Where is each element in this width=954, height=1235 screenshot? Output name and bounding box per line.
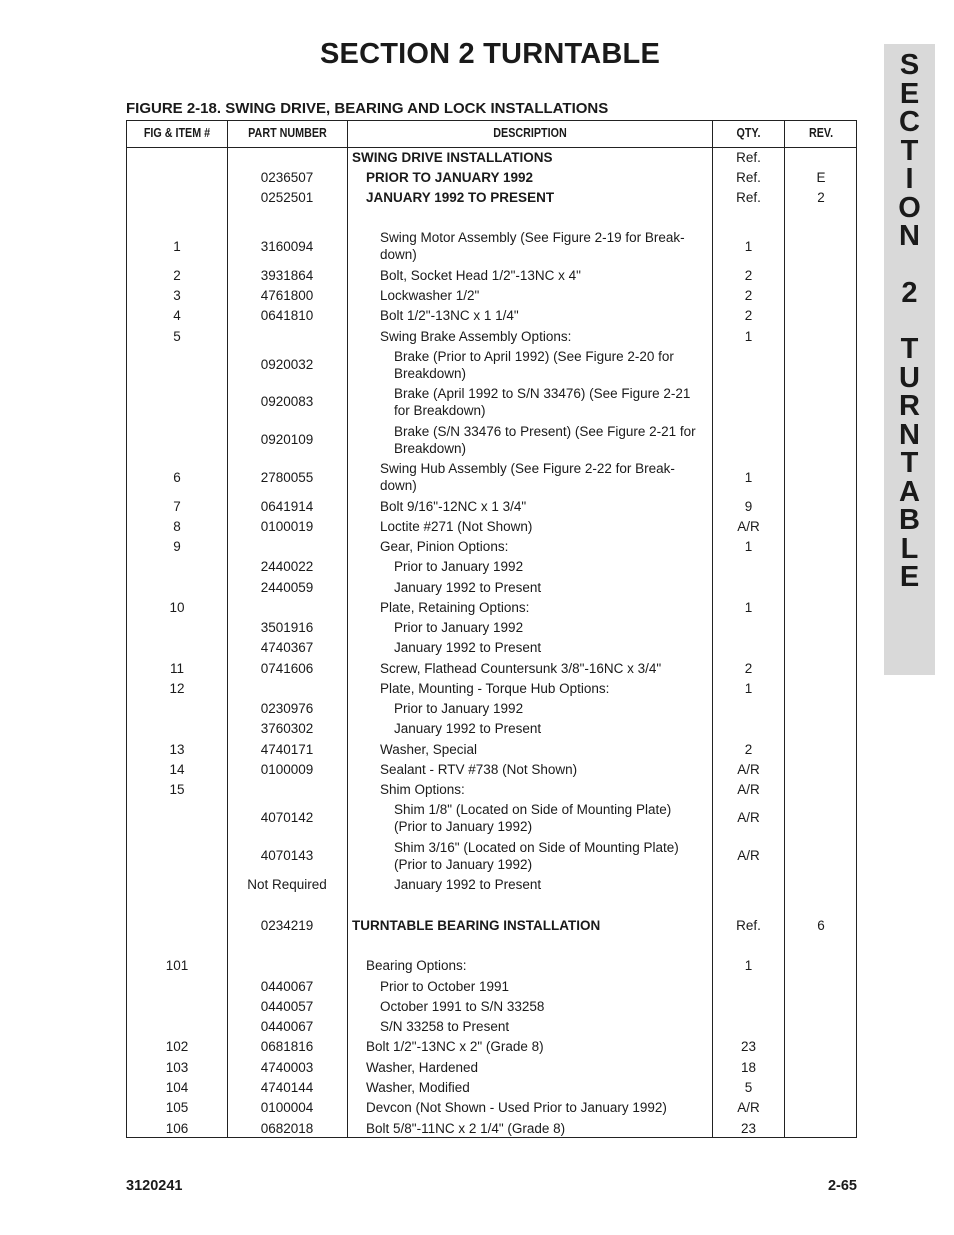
table-row [127, 678, 856, 698]
part-number-cell: 4740144 [260, 1079, 314, 1095]
fig-item-cell [127, 915, 227, 935]
part-number-cell [228, 147, 346, 167]
qty-cell: 23 [740, 1120, 757, 1136]
fig-item-cell: 2 [173, 267, 181, 283]
table-row [127, 799, 856, 836]
description-cell: Plate, Retaining Options: [380, 599, 530, 615]
qty-cell: A/R [737, 848, 760, 863]
part-number-cell: 0100019 [260, 518, 314, 534]
qty-cell [713, 577, 784, 597]
tab-letter: N [899, 220, 920, 252]
qty-cell: A/R [737, 518, 760, 534]
description-cell: Brake (S/N 33476 to Present) (See Figure 2-21 for Breakdown) [394, 423, 696, 456]
rev-cell [785, 1057, 857, 1077]
part-number-cell: 0641810 [260, 307, 314, 323]
tab-letter: A [899, 475, 920, 508]
qty-cell [713, 637, 784, 657]
part-number-cell: 4761800 [260, 287, 314, 303]
table-row [127, 759, 856, 779]
part-number-cell: 0440067 [260, 978, 314, 994]
table-row [127, 536, 856, 556]
rev-cell: 2 [817, 190, 825, 205]
description-cell: SWING DRIVE INSTALLATIONS [352, 149, 553, 165]
rev-cell [785, 227, 857, 265]
qty-cell: 2 [744, 660, 753, 676]
part-number-cell: 0100004 [260, 1099, 314, 1115]
description-cell: TURNTABLE BEARING INSTALLATION [352, 917, 601, 933]
fig-item-cell [127, 698, 227, 718]
description-cell: Bolt, Socket Head 1/2"-13NC x 4" [380, 267, 581, 283]
table-row [127, 915, 856, 935]
table-row [127, 227, 856, 265]
part-number-cell: 0920109 [260, 432, 314, 447]
qty-cell [713, 421, 784, 458]
fig-item-cell: 101 [165, 957, 189, 973]
qty-cell: 2 [744, 287, 753, 303]
table-header-row [127, 121, 856, 148]
part-number-cell [228, 597, 346, 617]
rev-cell [785, 516, 857, 536]
rev-cell [785, 996, 857, 1016]
rev-cell [785, 837, 857, 874]
part-number-cell: 4740367 [260, 639, 314, 655]
qty-cell: A/R [737, 761, 760, 777]
rev-cell [785, 383, 857, 420]
qty-cell: 23 [740, 1038, 757, 1054]
rev-cell [785, 421, 857, 458]
description-cell: Swing Hub Assembly (See Figure 2-22 for Break-down) [380, 461, 675, 493]
table-row [127, 556, 856, 576]
document-number: 3120241 [126, 1178, 183, 1194]
part-number-cell: 0920083 [260, 394, 314, 409]
fig-item-cell: 10 [169, 599, 185, 615]
fig-item-cell: 4 [173, 307, 181, 323]
rev-cell [785, 1036, 857, 1056]
rev-cell [785, 1118, 857, 1138]
description-cell: Washer, Hardened [366, 1059, 479, 1075]
description-cell: Brake (April 1992 to S/N 33476) (See Figure 2-21 for Breakdown) [394, 385, 691, 418]
description-cell: Shim 1/8" (Located on Side of Mounting Plate) (Prior to January 1992) [394, 801, 672, 834]
description-cell: Sealant - RTV #738 (Not Shown) [380, 761, 578, 777]
table-row [127, 837, 856, 874]
qty-cell [713, 556, 784, 576]
description-cell: Washer, Modified [366, 1079, 470, 1095]
fig-item-cell: 6 [173, 469, 181, 485]
parts-table [126, 120, 857, 1138]
fig-item-cell [127, 617, 227, 637]
part-number-cell: Not Required [247, 876, 327, 892]
description-cell: Bolt 5/8"-11NC x 2 1/4" (Grade 8) [366, 1120, 566, 1136]
description-cell: S/N 33258 to Present [380, 1018, 510, 1034]
rev-cell [785, 799, 857, 836]
page-title: SECTION 2 TURNTABLE [320, 38, 660, 70]
part-number-cell: 0234219 [260, 917, 314, 933]
part-number-cell: 0236507 [260, 169, 314, 185]
rev-cell [785, 326, 857, 346]
table-row [127, 265, 856, 285]
table-row [127, 955, 856, 975]
part-number-cell: 0440067 [260, 1018, 314, 1034]
qty-cell: Ref. [736, 190, 761, 205]
qty-cell: 5 [744, 1079, 753, 1095]
part-number-cell: 0920032 [260, 357, 314, 372]
table-row [127, 496, 856, 516]
rev-cell [785, 1077, 857, 1097]
description-cell: Plate, Mounting - Torque Hub Options: [380, 680, 610, 696]
fig-item-cell: 7 [173, 498, 181, 514]
fig-item-cell: 14 [169, 761, 185, 777]
page-number: 2-65 [827, 1178, 857, 1194]
description-cell: Lockwasher 1/2" [380, 287, 480, 303]
tab-letter: B [899, 504, 920, 536]
part-number-cell [228, 779, 346, 799]
qty-cell: A/R [737, 1099, 760, 1115]
rev-cell [785, 496, 857, 516]
rev-cell [785, 779, 857, 799]
table-row [127, 617, 856, 637]
rev-cell [785, 955, 857, 975]
part-number-cell: 3501916 [260, 619, 314, 635]
part-number-cell: 3160094 [260, 238, 314, 254]
description-cell: Prior to January 1992 [394, 558, 524, 574]
description-cell: Washer, Special [380, 741, 478, 757]
part-number-cell: 0100009 [260, 761, 314, 777]
fig-item-cell [127, 556, 227, 576]
description-cell: Gear, Pinion Options: [380, 538, 509, 554]
fig-item-cell [127, 874, 227, 894]
part-number-cell: 4070143 [260, 848, 314, 863]
qty-cell: 1 [744, 957, 753, 973]
description-cell: January 1992 to Present [394, 639, 542, 655]
description-cell: Shim Options: [380, 781, 465, 797]
fig-item-cell: 12 [169, 680, 185, 696]
qty-cell [713, 383, 784, 420]
rev-cell [785, 536, 857, 556]
rev-cell [785, 718, 857, 738]
tab-letter: T [900, 447, 919, 479]
table-row [127, 739, 856, 759]
tab-letter: T [900, 333, 919, 365]
fig-item-cell [127, 837, 227, 874]
tab-letter: N [899, 418, 920, 451]
rev-cell [785, 617, 857, 637]
rev-cell [785, 577, 857, 597]
table-row [127, 458, 856, 496]
qty-cell: 1 [744, 328, 753, 344]
qty-cell: 18 [740, 1059, 757, 1075]
qty-cell [713, 698, 784, 718]
section-side-tab [884, 44, 935, 675]
description-cell: JANUARY 1992 TO PRESENT [366, 190, 555, 205]
table-row [127, 1097, 856, 1117]
description-cell: Bolt 9/16"-12NC x 1 3/4" [380, 498, 527, 514]
fig-item-cell: 5 [173, 328, 181, 344]
qty-cell: Ref. [736, 917, 761, 933]
part-number-cell [228, 326, 346, 346]
rev-cell [785, 678, 857, 698]
fig-item-cell [127, 167, 227, 187]
fig-item-cell [127, 1016, 227, 1036]
part-number-cell [228, 955, 346, 975]
rev-cell [785, 305, 857, 325]
rev-cell [785, 597, 857, 617]
qty-cell: 1 [744, 680, 753, 696]
table-row [127, 658, 856, 678]
fig-item-cell: 104 [165, 1079, 189, 1095]
tab-letter: S [899, 49, 920, 81]
part-number-cell: 0681816 [260, 1038, 314, 1054]
qty-cell [713, 996, 784, 1016]
rev-cell [785, 874, 857, 894]
tab-letter: T [900, 134, 919, 167]
fig-item-cell: 103 [165, 1059, 189, 1075]
fig-item-cell [127, 147, 227, 167]
rev-cell [785, 147, 857, 167]
table-row [127, 976, 856, 996]
header-description: DESCRIPTION [493, 126, 567, 140]
fig-item-cell [127, 577, 227, 597]
table-row [127, 421, 856, 458]
description-cell: January 1992 to Present [394, 579, 542, 595]
header-qty: QTY. [736, 126, 761, 140]
part-number-cell: 3760302 [260, 720, 314, 736]
rev-cell [785, 976, 857, 996]
fig-item-cell [127, 421, 227, 458]
table-row [127, 874, 856, 894]
table-row [127, 187, 856, 208]
part-number-cell [228, 678, 346, 698]
qty-cell: 1 [744, 469, 753, 485]
table-row [127, 383, 856, 420]
table-row [127, 326, 856, 346]
rev-cell: 6 [817, 917, 825, 933]
tab-letter: E [899, 77, 920, 110]
fig-item-cell [127, 187, 227, 208]
qty-cell: 1 [744, 238, 753, 254]
table-row [127, 1036, 856, 1056]
rev-cell [785, 346, 857, 383]
part-number-cell: 0682018 [260, 1120, 314, 1136]
fig-item-cell: 11 [169, 660, 184, 676]
fig-item-cell [127, 996, 227, 1016]
rev-cell [785, 759, 857, 779]
table-row [127, 698, 856, 718]
fig-item-cell: 15 [169, 781, 185, 797]
part-number-cell: 4740171 [260, 741, 314, 757]
description-cell: Prior to January 1992 [394, 700, 524, 716]
qty-cell: 2 [744, 307, 753, 323]
description-cell: Swing Brake Assembly Options: [380, 328, 572, 344]
part-number-cell: 0252501 [260, 190, 314, 205]
qty-cell: 1 [744, 538, 753, 554]
fig-item-cell [127, 799, 227, 836]
fig-item-cell [127, 637, 227, 657]
header-rev: REV. [808, 126, 834, 140]
header-fig-item: FIG & ITEM # [143, 126, 211, 140]
rev-cell [785, 265, 857, 285]
description-cell: Devcon (Not Shown - Used Prior to January 1992) [366, 1099, 667, 1115]
rev-cell [785, 1097, 857, 1117]
part-number-cell: 4740003 [260, 1059, 314, 1075]
table-row [127, 1016, 856, 1036]
part-number-cell: 2780055 [260, 469, 314, 485]
table-row [127, 167, 856, 187]
part-number-cell: 0741606 [260, 660, 314, 676]
description-cell: Shim 3/16" (Located on Side of Mounting Plate) (Prior to January 1992) [394, 839, 679, 872]
description-cell: Prior to January 1992 [394, 619, 524, 635]
fig-item-cell: 8 [173, 518, 181, 534]
fig-item-cell [127, 718, 227, 738]
description-cell: January 1992 to Present [394, 876, 542, 892]
rev-cell [785, 658, 857, 678]
table-row [127, 1077, 856, 1097]
qty-cell: 2 [744, 741, 753, 757]
description-cell: Screw, Flathead Countersunk 3/8"-16NC x 3/4" [380, 660, 662, 676]
description-cell: Brake (Prior to April 1992) (See Figure 2-20 for Breakdown) [394, 348, 674, 381]
table-row [127, 147, 856, 167]
table-row [127, 1118, 856, 1138]
description-cell: PRIOR TO JANUARY 1992 [366, 169, 534, 185]
description-cell: Loctite #271 (Not Shown) [380, 518, 533, 534]
description-cell: January 1992 to Present [394, 720, 542, 736]
table-row [127, 637, 856, 657]
part-number-cell [228, 536, 346, 556]
fig-item-cell: 13 [169, 741, 185, 757]
fig-item-cell: 1 [173, 238, 181, 254]
description-cell: Bolt 1/2"-13NC x 2" (Grade 8) [366, 1038, 544, 1054]
fig-item-cell: 3 [173, 287, 181, 303]
tab-letter: 2 [901, 276, 918, 309]
qty-cell [713, 976, 784, 996]
table-row [127, 285, 856, 305]
qty-cell [713, 346, 784, 383]
fig-item-cell [127, 346, 227, 383]
part-number-cell: 0440057 [260, 998, 314, 1014]
rev-cell [785, 285, 857, 305]
figure-title: FIGURE 2-18. SWING DRIVE, BEARING AND LOCK INSTALLATIONS [126, 100, 609, 117]
part-number-cell: 0641914 [260, 498, 314, 514]
qty-cell [713, 874, 784, 894]
qty-cell: Ref. [736, 169, 761, 185]
tab-letter: O [898, 191, 921, 224]
rev-cell: E [816, 169, 826, 185]
qty-cell: 9 [744, 498, 753, 514]
qty-cell: A/R [737, 781, 760, 797]
qty-cell [713, 718, 784, 738]
tab-letter: R [899, 390, 920, 422]
part-number-cell: 3931864 [260, 267, 314, 283]
qty-cell: 1 [744, 599, 753, 615]
fig-item-cell: 105 [165, 1099, 189, 1115]
qty-cell: 2 [744, 267, 753, 283]
rev-cell [785, 556, 857, 576]
fig-item-cell [127, 976, 227, 996]
fig-item-cell: 102 [165, 1038, 189, 1054]
fig-item-cell: 9 [173, 538, 181, 554]
table-row [127, 996, 856, 1016]
table-row [127, 1057, 856, 1077]
description-cell: Bearing Options: [366, 957, 467, 973]
description-cell: October 1991 to S/N 33258 [380, 998, 545, 1014]
qty-cell [713, 1016, 784, 1036]
qty-cell [713, 617, 784, 637]
description-cell: Bolt 1/2"-13NC x 1 1/4" [380, 307, 519, 323]
part-number-cell: 0230976 [260, 700, 314, 716]
tab-letter: U [899, 361, 920, 394]
part-number-cell: 2440022 [260, 558, 314, 574]
rev-cell [785, 739, 857, 759]
header-part-number: PART NUMBER [248, 126, 327, 140]
description-cell: Swing Motor Assembly (See Figure 2-19 for Break-down) [380, 230, 685, 262]
tab-letter: C [899, 106, 920, 138]
table-row [127, 346, 856, 383]
rev-cell [785, 458, 857, 496]
fig-item-cell: 106 [165, 1120, 189, 1136]
rev-cell [785, 1016, 857, 1036]
description-cell: Prior to October 1991 [380, 978, 510, 994]
table-row [127, 597, 856, 617]
tab-letter: E [899, 561, 920, 593]
table-row [127, 516, 856, 536]
tab-letter: L [900, 532, 919, 565]
table-row [127, 305, 856, 325]
table-row [127, 577, 856, 597]
part-number-cell: 4070142 [260, 810, 314, 825]
part-number-cell: 2440059 [260, 579, 314, 595]
table-row [127, 718, 856, 738]
rev-cell [785, 698, 857, 718]
qty-cell: A/R [737, 810, 760, 825]
rev-cell [785, 637, 857, 657]
fig-item-cell [127, 383, 227, 420]
tab-letter: I [905, 163, 914, 195]
table-row [127, 779, 856, 799]
qty-cell: Ref. [736, 149, 761, 165]
